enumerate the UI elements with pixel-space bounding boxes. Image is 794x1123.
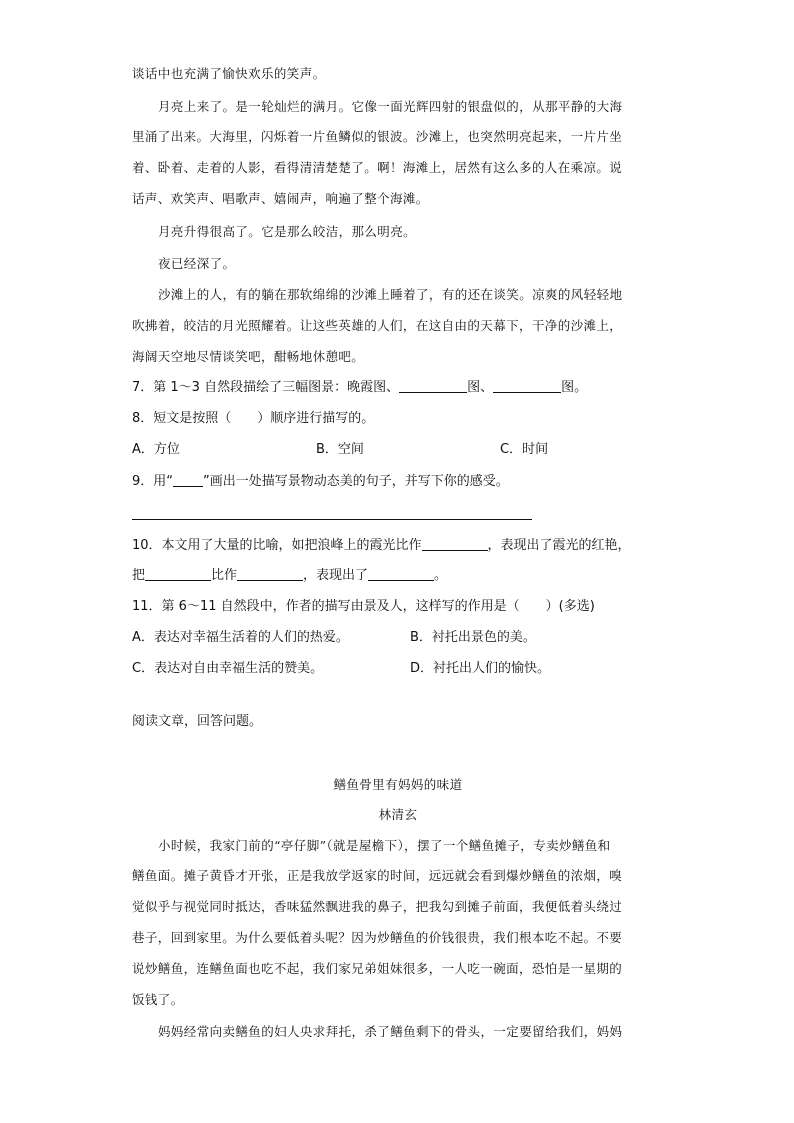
question-11: 11．第 6～11 自然段中，作者的描写由景及人，这样写的作用是（ ）(多选) — [132, 599, 595, 614]
answer-blank[interactable] — [422, 536, 488, 551]
passage1-line-8: 沙滩上的人，有的躺在那软绵绵的沙滩上睡着了，有的还在谈笑。凉爽的风轻轻地 — [158, 287, 623, 302]
question-7-text: 7．第 1～3 自然段描绘了三幅图景：晚霞图、 — [132, 380, 400, 395]
passage2-line-6: 饭钱了。 — [132, 992, 184, 1007]
question-7-mid: 图、 — [467, 380, 494, 395]
passage1-line-10: 海阔天空地尽情谈笑吧，酣畅地休憩吧。 — [132, 349, 365, 364]
answer-line[interactable] — [132, 519, 532, 520]
passage1-line-1: 谈话中也充满了愉快欢乐的笑声。 — [132, 66, 326, 81]
option-c[interactable]: C．表达对自由幸福生活的赞美。 — [132, 661, 324, 676]
question-10-post: ，表现出了霞光的红艳， — [487, 538, 631, 553]
option-b[interactable]: B．衬托出景色的美。 — [410, 630, 536, 645]
article-author: 林清玄 — [378, 807, 418, 822]
question-10-line-1 — [132, 536, 664, 556]
question-10-text: 把 — [132, 568, 146, 583]
passage2-line-3: 觉似乎与视觉同时抵达，香味猛然飘进我的鼻子，把我勾到摊子前面，我便低着头绕过 — [132, 899, 623, 914]
question-10-text: 比作 — [211, 568, 238, 583]
question-7 — [132, 378, 664, 398]
passage1-line-7: 夜已经深了。 — [158, 256, 236, 271]
answer-blank[interactable] — [237, 566, 303, 581]
question-9-pre: 9．用“ — [132, 474, 174, 489]
passage1-line-4: 着、卧着、走着的人影，看得清清楚楚了。啊！海滩上，居然有这么多的人在乘凉。说 — [132, 160, 623, 175]
underline-sample — [173, 472, 203, 487]
answer-blank[interactable] — [145, 566, 211, 581]
passage1-line-2: 月亮上来了。是一轮灿烂的满月。它像一面光辉四射的银盘似的，从那平静的大海 — [158, 99, 623, 114]
question-8: 8．短文是按照（ ）顺序进行描写的。 — [132, 411, 375, 426]
passage1-line-5: 话声、欢笑声、唱歌声、嬉闹声，响遍了整个海滩。 — [132, 191, 429, 206]
option-b[interactable]: B．空间 — [316, 442, 364, 457]
passage2-line-7: 妈妈经常向卖鳝鱼的妇人央求拜托，杀了鳝鱼剩下的骨头，一定要留给我们，妈妈 — [158, 1024, 623, 1039]
question-10-line-2 — [132, 566, 664, 586]
passage2-line-2: 鳝鱼面。摊子黄昏才开张，正是我放学返家的时间，远远就会看到爆炒鳝鱼的浓烟，嗅 — [132, 868, 623, 883]
reading-instruction: 阅读文章，回答问题。 — [132, 714, 263, 729]
passage1-line-6: 月亮升得很高了。它是那么皎洁，那么明亮。 — [158, 224, 417, 239]
passage2-line-1: 小时候，我家门前的“亭仔脚”（就是屋檐下），摆了一个鳝鱼摊子，专卖炒鳝鱼和 — [158, 838, 611, 853]
article-title: 鳝鱼骨里有妈妈的味道 — [333, 777, 463, 792]
option-d[interactable]: D．衬托出人们的愉快。 — [410, 661, 551, 676]
question-10-text: 。 — [434, 568, 448, 583]
question-10-pre: 10．本文用了大量的比喻，如把浪峰上的霞光比作 — [132, 538, 422, 553]
answer-blank[interactable] — [399, 378, 467, 393]
answer-blank[interactable] — [368, 566, 434, 581]
passage2-line-5: 说炒鳝鱼，连鳝鱼面也吃不起，我们家兄弟姐妹很多，一人吃一碗面，恐怕是一星期的 — [132, 961, 623, 976]
passage1-line-9: 吹拂着，皎洁的月光照耀着。让这些英雄的人们，在这自由的天幕下，干净的沙滩上， — [132, 318, 623, 333]
passage1-line-3: 里涌了出来。大海里，闪烁着一片鱼鳞似的银波。沙滩上，也突然明亮起来，一片片坐 — [132, 129, 623, 144]
answer-blank[interactable] — [493, 378, 561, 393]
option-a[interactable]: A．方位 — [132, 442, 180, 457]
question-9-post: ”画出一处描写景物动态美的句子，并写下你的感受。 — [203, 474, 509, 489]
option-c[interactable]: C．时间 — [500, 442, 549, 457]
question-10-text: ，表现出了 — [303, 568, 369, 583]
passage2-line-4: 巷子，回到家里。为什么要低着头呢？因为炒鳝鱼的价钱很贵，我们根本吃不起。不要 — [132, 930, 623, 945]
option-a[interactable]: A．表达对幸福生活着的人们的热爱。 — [132, 630, 349, 645]
question-9 — [132, 472, 664, 492]
question-7-end: 图。 — [561, 380, 588, 395]
